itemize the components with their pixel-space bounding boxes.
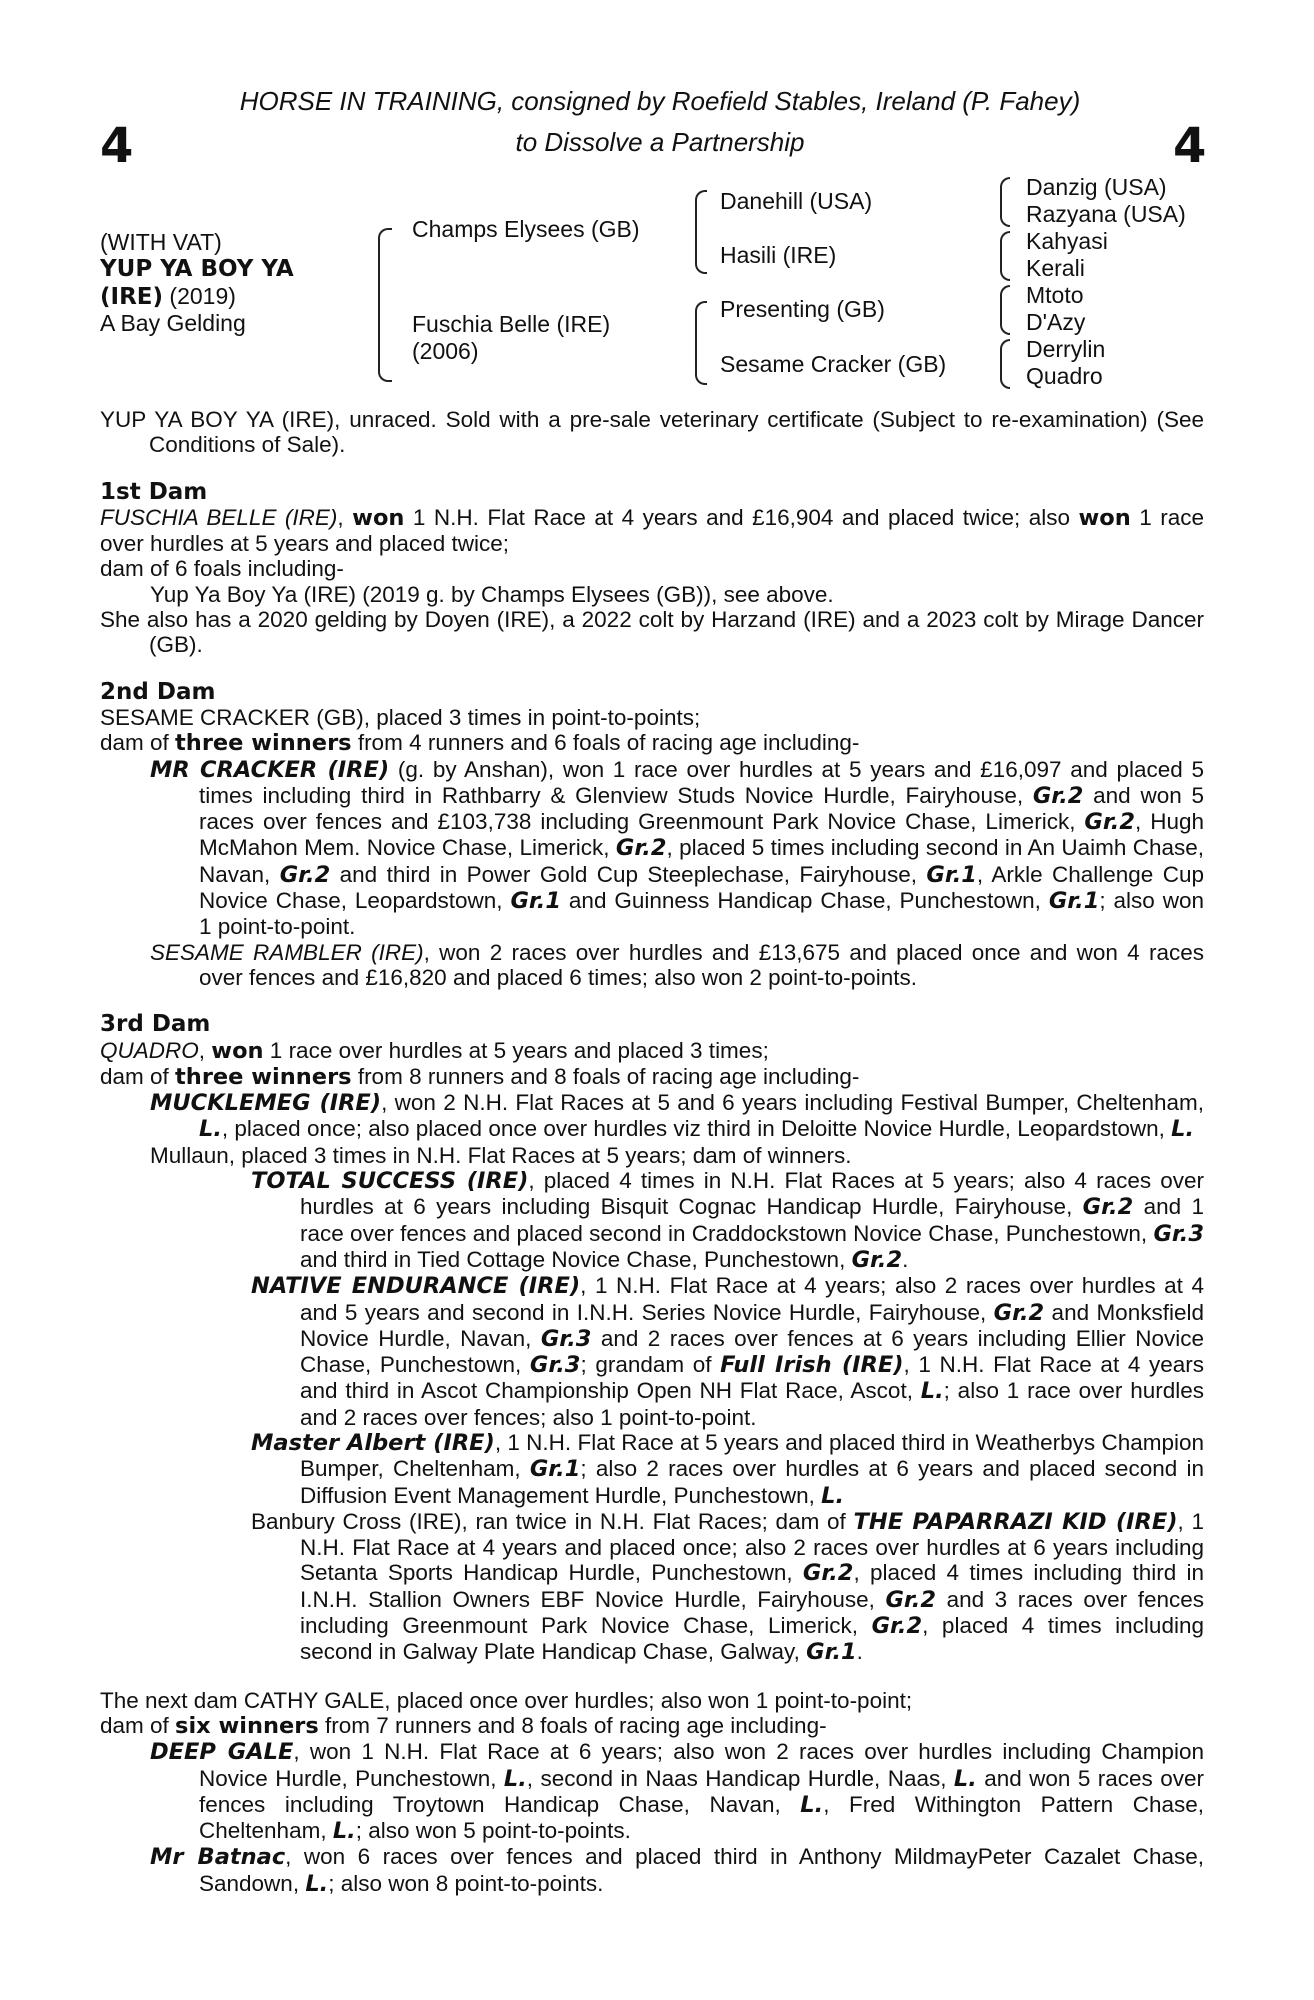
lot-number-right: 4 (1173, 118, 1207, 174)
lot-number-left: 4 (100, 118, 134, 174)
text-run: SESAME RAMBLER (IRE) (150, 939, 424, 965)
text-run: ; also 1 race over hurdles and 2 races over fences; also 1 point-to-point. (300, 1378, 1204, 1430)
text-run: MUCKLEMEG (IRE) (150, 1090, 382, 1117)
text-run: NATIVE ENDURANCE (IRE) (251, 1273, 581, 1300)
text-run: and won 5 races over fences and £103,738 including Greenmount Park Novice Chase, Limerick, (199, 782, 1204, 835)
text-run: Gr.2 (1082, 1194, 1134, 1221)
dam-dam: Sesame Cracker (GB) (720, 351, 947, 377)
sesame-rambler-entry (100, 940, 1204, 991)
text-run: Gr.3 (1153, 1220, 1204, 1247)
text-run: L. (503, 1765, 527, 1792)
text-run: dam of (100, 1063, 176, 1089)
ancestor: Danzig (USA) (1026, 174, 1167, 200)
text-run: , Fred Withington Pattern Chase, Cheltenham, (199, 1791, 1205, 1844)
ancestor: Kahyasi (1026, 228, 1108, 254)
text-run: . (902, 1246, 909, 1272)
text-run: , Arkle Challenge Cup Novice Chase, Leopardstown, (199, 861, 1204, 914)
ancestor: Derrylin (1026, 336, 1106, 362)
text-run: , (198, 1037, 212, 1063)
text-run: , (337, 504, 353, 530)
brace-g4-2 (1000, 231, 1010, 281)
text-run: , placed 4 times including second in Galway Plate Handicap Chase, Galway, (300, 1613, 1204, 1665)
deep-gale-entry (100, 1739, 1204, 1844)
vat-note: (WITH VAT) (100, 229, 222, 255)
brace-g4-3 (1000, 285, 1010, 335)
ancestor: Mtoto (1026, 282, 1084, 308)
text-run: , second in Naas Handicap Hurdle, Naas, (526, 1765, 954, 1791)
text-run: from 7 runners and 8 foals of racing age including- (318, 1712, 827, 1738)
text-run: Full Irish (IRE) (720, 1352, 904, 1379)
text-run: Master Albert (IRE) (251, 1429, 495, 1456)
text-run: dam of (100, 730, 176, 756)
mr-cracker-entry (100, 757, 1204, 940)
consignor-line: HORSE IN TRAINING, consigned by Roefield Stables, Ireland (P. Fahey) (239, 86, 1081, 116)
text-run: L. (1171, 1116, 1195, 1143)
text-run: from 4 runners and 6 foals of racing age including- (351, 730, 860, 756)
horse-year: (2019) (163, 283, 236, 309)
spacer (100, 1666, 1204, 1688)
text-run: ; also won 8 point-to-points. (328, 1870, 604, 1896)
horse-country: (IRE) (100, 284, 164, 310)
dam-sire: Presenting (GB) (720, 296, 885, 322)
brace-g4-1 (1000, 177, 1010, 227)
text-run: Gr.1 (510, 888, 561, 915)
text-run: , placed 4 times in N.H. Flat Races at 5 years; also 4 races over hurdles at 6 years including Bisquit Cognac Handicap Hurdle, Fairyhouse, (300, 1168, 1204, 1220)
text-run: 1 race over hurdles at 5 years and placed twice; (100, 504, 1204, 557)
first-dam-record (100, 505, 1204, 557)
first-dam-other-produce: She also has a 2020 gelding by Doyen (IRE), a 2022 colt by Harzand (IRE) and a 2023 colt by Mirage Dancer (GB). (100, 607, 1204, 658)
text-run: three winners (175, 730, 352, 757)
text-run: , 1 N.H. Flat Race at 4 years and placed once; also 2 races over hurdles at 6 years including Setanta Sports Handicap Hurdle, Punchestown, (300, 1508, 1204, 1586)
text-run: FUSCHIA BELLE (IRE) (100, 504, 338, 530)
text-run: and 3 races over fences including Greenmount Park Novice Chase, Limerick, (300, 1586, 1204, 1639)
ancestor: Quadro (1026, 363, 1103, 389)
text-run: THE PAPARRAZI KID (IRE) (853, 1508, 1178, 1535)
text-run: three winners (175, 1063, 352, 1090)
text-run: won (211, 1037, 264, 1064)
text-run: from 8 runners and 8 foals of racing age including- (351, 1063, 860, 1089)
text-run: 1 N.H. Flat Race at 4 years and £16,904 and placed twice; also (404, 504, 1079, 530)
text-run: , won 2 races over hurdles and £13,675 and placed once and won 4 races over fences and £16,820 and placed 6 times; also won 2 point-to-points. (199, 939, 1204, 990)
text-run: Banbury Cross (IRE), ran twice in N.H. Flat Races; dam of (251, 1508, 854, 1534)
text-run: Gr.1 (806, 1639, 857, 1666)
text-run: Gr.2 (993, 1299, 1045, 1326)
text-run: Gr.3 (529, 1352, 581, 1379)
text-run: L. (953, 1765, 977, 1792)
text-run: L. (305, 1870, 329, 1897)
text-run: and third in Tied Cottage Novice Chase, Punchestown, (300, 1246, 852, 1272)
text-run: Gr.1 (1048, 888, 1100, 915)
first-dam-produce: Yup Ya Boy Ya (IRE) (2019 g. by Champs Elysees (GB)), see above. (150, 581, 834, 607)
first-dam-foals: dam of 6 foals including- (100, 556, 344, 582)
horse-name: YUP YA BOY YA (100, 256, 294, 282)
fourth-dam-record: The next dam CATHY GALE, placed once over hurdles; also won 1 point-to-point; (100, 1687, 913, 1713)
text-run: , placed once; also placed once over hurdles viz third in Deloitte Novice Hurdle, Leopardstown, (221, 1116, 1172, 1142)
master-albert-entry (100, 1430, 1204, 1509)
dam: Fuschia Belle (IRE) (412, 311, 611, 337)
total-success-entry (100, 1168, 1204, 1273)
text-run: won (1078, 504, 1131, 531)
section-heading-1st-dam: 1st Dam (100, 478, 208, 505)
mr-batnac-entry (100, 1844, 1204, 1897)
brace-gen1 (378, 228, 392, 382)
mucklemeg-entry (100, 1090, 1204, 1143)
pedigree-notes (100, 407, 1204, 1897)
text-run: , 1 N.H. Flat Race at 5 years and placed third in Weatherbys Champion Bumper, Cheltenham, (300, 1429, 1204, 1482)
text-run: L. (920, 1378, 944, 1405)
ancestor: Razyana (USA) (1026, 201, 1186, 227)
text-run: dam of (100, 1712, 176, 1738)
sale-reason-line: to Dissolve a Partnership (515, 127, 805, 157)
text-run: Gr.3 (540, 1325, 592, 1352)
text-run: and 1 race over fences and placed second in Craddockstown Novice Chase, Punchestown, (300, 1194, 1204, 1246)
text-run: Gr.1 (926, 861, 977, 888)
text-run: , won 2 N.H. Flat Races at 5 and 6 years including Festival Bumper, Cheltenham, (381, 1090, 1205, 1116)
text-run: Gr.2 (1084, 809, 1135, 836)
text-run: Gr.2 (802, 1560, 854, 1587)
section-heading-2nd-dam: 2nd Dam (100, 678, 216, 705)
text-run: and won 5 races over fences including Troytown Handicap Chase, Navan, (199, 1765, 1204, 1817)
text-run: . (856, 1639, 863, 1665)
text-run: , placed 5 times including second in An Uaimh Chase, Navan, (199, 835, 1204, 887)
text-run: L. (332, 1818, 356, 1845)
ancestor: D'Azy (1026, 309, 1086, 335)
text-run: and Monksfield Novice Hurdle, Navan, (300, 1299, 1204, 1351)
text-run: Gr.2 (871, 1613, 923, 1640)
intro-paragraph: YUP YA BOY YA (IRE), unraced. Sold with a pre-sale veterinary certificate (Subject to re-examination) (See Conditions of Sale). (100, 407, 1204, 458)
section-heading-3rd-dam: 3rd Dam (100, 1011, 211, 1038)
brace-sire (695, 190, 707, 274)
second-dam-winners (100, 730, 1204, 756)
text-run: L. (821, 1482, 845, 1509)
text-run: and third in Power Gold Cup Steeplechase, Fairyhouse, (330, 861, 927, 887)
text-run: six winners (175, 1712, 319, 1739)
text-run: L. (800, 1791, 824, 1818)
text-run: L. (199, 1116, 222, 1143)
fourth-dam-winners (100, 1713, 1204, 1739)
text-run: MR CRACKER (IRE) (150, 756, 390, 783)
text-run: , 1 N.H. Flat Race at 4 years and third in Ascot Championship Open NH Flat Race, Ascot, (300, 1352, 1204, 1404)
sire-dam: Hasili (IRE) (720, 242, 837, 268)
text-run: QUADRO (100, 1037, 199, 1063)
text-run: Gr.1 (529, 1456, 581, 1483)
brace-g4-4 (1000, 339, 1010, 389)
text-run: ; also 2 races over hurdles at 6 years and placed second in Diffusion Event Management Hurdle, Punchestown, (300, 1456, 1204, 1508)
native-endurance-entry (100, 1273, 1204, 1430)
sire: Champs Elysees (GB) (412, 216, 640, 242)
text-run: TOTAL SUCCESS (IRE) (251, 1168, 529, 1195)
text-run: , Hugh McMahon Mem. Novice Chase, Limerick, (199, 809, 1204, 861)
brace-dam (695, 301, 707, 385)
text-run: Gr.2 (885, 1586, 936, 1613)
text-run: Gr.2 (279, 861, 331, 888)
text-run: ; grandam of (580, 1352, 721, 1378)
second-dam-record: SESAME CRACKER (GB), placed 3 times in point-to-points; (100, 704, 701, 730)
text-run: , 1 N.H. Flat Race at 4 years; also 2 races over hurdles at 4 and 5 years and second in I.N.H. Series Novice Hurdle, Fairyhouse, (300, 1273, 1205, 1325)
mullaun-entry: Mullaun, placed 3 times in N.H. Flat Races at 5 years; dam of winners. (150, 1142, 852, 1168)
text-run: won (352, 504, 405, 531)
text-run: , placed 4 times including third in I.N.H. Stallion Owners EBF Novice Hurdle, Fairyhouse, (300, 1560, 1204, 1612)
horse-suffix (100, 283, 236, 311)
text-run: ; also won 5 point-to-points. (355, 1818, 631, 1844)
sire-sire: Danehill (USA) (720, 188, 873, 214)
text-run: and Guinness Handicap Chase, Punchestown, (561, 888, 1049, 914)
text-run: Mr Batnac (150, 1844, 286, 1871)
text-run: Gr.2 (851, 1246, 903, 1273)
text-run: Gr.2 (1032, 782, 1084, 809)
text-run: , won 1 N.H. Flat Race at 6 years; also won 2 races over hurdles including Champion Novice Hurdle, Punchestown, (199, 1739, 1204, 1791)
text-run: , won 6 races over fences and placed third in Anthony MildmayPeter Cazalet Chase, Sandown, (199, 1844, 1204, 1896)
horse-description: A Bay Gelding (100, 310, 246, 336)
text-run: ; also won 1 point-to-point. (199, 888, 1205, 940)
third-dam-winners (100, 1064, 1204, 1090)
ancestor: Kerali (1026, 255, 1085, 281)
text-run: 1 race over hurdles at 5 years and placed 3 times; (263, 1037, 769, 1063)
dam-year: (2006) (412, 338, 479, 364)
text-run: Gr.2 (615, 835, 667, 862)
banbury-cross-entry (100, 1509, 1204, 1666)
text-run: (g. by Anshan), won 1 race over hurdles at 5 years and £16,097 and placed 5 times including third in Rathbarry & Glenview Studs Novice Hurdle, Fairyhouse, (199, 756, 1204, 808)
text-run: DEEP GALE (150, 1739, 294, 1766)
third-dam-record (100, 1038, 1204, 1064)
text-run: and 2 races over fences at 6 years including Ellier Novice Chase, Punchestown, (300, 1325, 1204, 1378)
